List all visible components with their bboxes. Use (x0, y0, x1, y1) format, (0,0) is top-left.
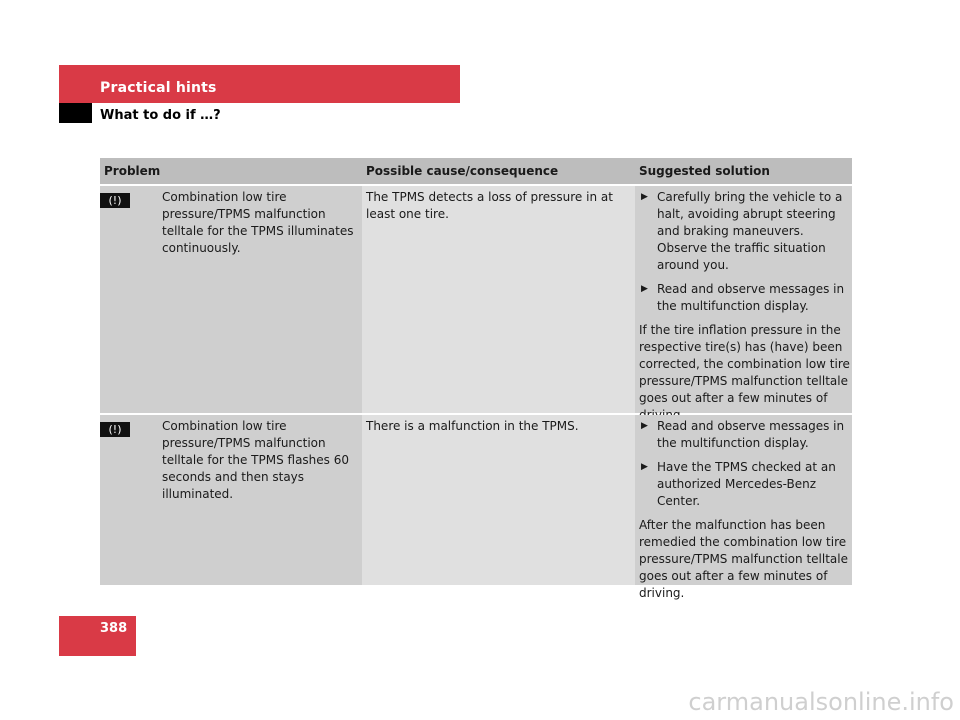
problem-text (158, 415, 362, 585)
troubleshooting-table (100, 158, 852, 600)
table-header-row (100, 158, 852, 184)
table-row (100, 184, 852, 413)
problem-description: Combination low tire pressure/TPMS malfunction telltale for the TPMS illuminates continuously. (162, 190, 354, 255)
column-header-cause: Possible cause/consequence (366, 164, 559, 178)
cause-cell (362, 415, 635, 585)
solution-step-text: Have the TPMS checked at an authorized Mercedes-Benz Center. (657, 460, 836, 508)
solution-note: If the tire inflation pressure in the respective tire(s) has (have) been corrected, the combination low tire pressure/TPMS malfunction telltale goes out after a few minutes of (639, 323, 850, 405)
arrow-bullet-icon: ▶ (641, 192, 648, 202)
problem-cell (100, 415, 362, 585)
problem-text (158, 186, 362, 413)
cause-text: The TPMS detects a loss of pressure in at least one tire. (366, 190, 613, 221)
solution-step (637, 418, 850, 452)
subsection-marker (59, 103, 92, 123)
problem-cell (100, 186, 362, 413)
solution-step-text: Read and observe messages in the multifunction display. (657, 419, 845, 450)
cause-text: There is a malfunction in the TPMS. (366, 419, 579, 433)
solution-cell (635, 186, 852, 413)
icon-cell (100, 415, 158, 585)
section-title: Practical hints (100, 80, 217, 96)
solution-note: After the malfunction has been remedied the combination low tire pressure/TPMS malfunction telltale goes out after a few minutes of driving. (639, 518, 848, 600)
arrow-bullet-icon: ▶ (641, 284, 648, 294)
cause-cell (362, 186, 635, 413)
solution-step (637, 281, 850, 315)
solution-step (637, 459, 850, 510)
solution-step-text: Read and observe messages in the multifunction display. (657, 282, 845, 313)
solution-step-text: Carefully bring the vehicle to a halt, avoiding abrupt steering and braking maneuvers. Observe the traffic situation around you. (657, 190, 843, 272)
column-header-problem: Problem (104, 164, 161, 178)
solution-step (637, 189, 850, 274)
column-header-solution: Suggested solution (639, 164, 770, 178)
tpms-warning-icon: (!) (100, 422, 130, 437)
page-number: 388 (100, 621, 128, 636)
arrow-bullet-icon: ▶ (641, 421, 648, 431)
table-row (100, 413, 852, 600)
problem-description: Combination low tire pressure/TPMS malfunction telltale for the TPMS flashes 60 seconds and then stays illuminated. (162, 419, 350, 501)
tpms-warning-icon: (!) (100, 193, 130, 208)
subsection-title: What to do if …? (100, 108, 221, 123)
arrow-bullet-icon: ▶ (641, 462, 648, 472)
solution-cell (635, 415, 852, 600)
icon-cell (100, 186, 158, 413)
watermark: carmanualsonline.info (688, 688, 954, 716)
